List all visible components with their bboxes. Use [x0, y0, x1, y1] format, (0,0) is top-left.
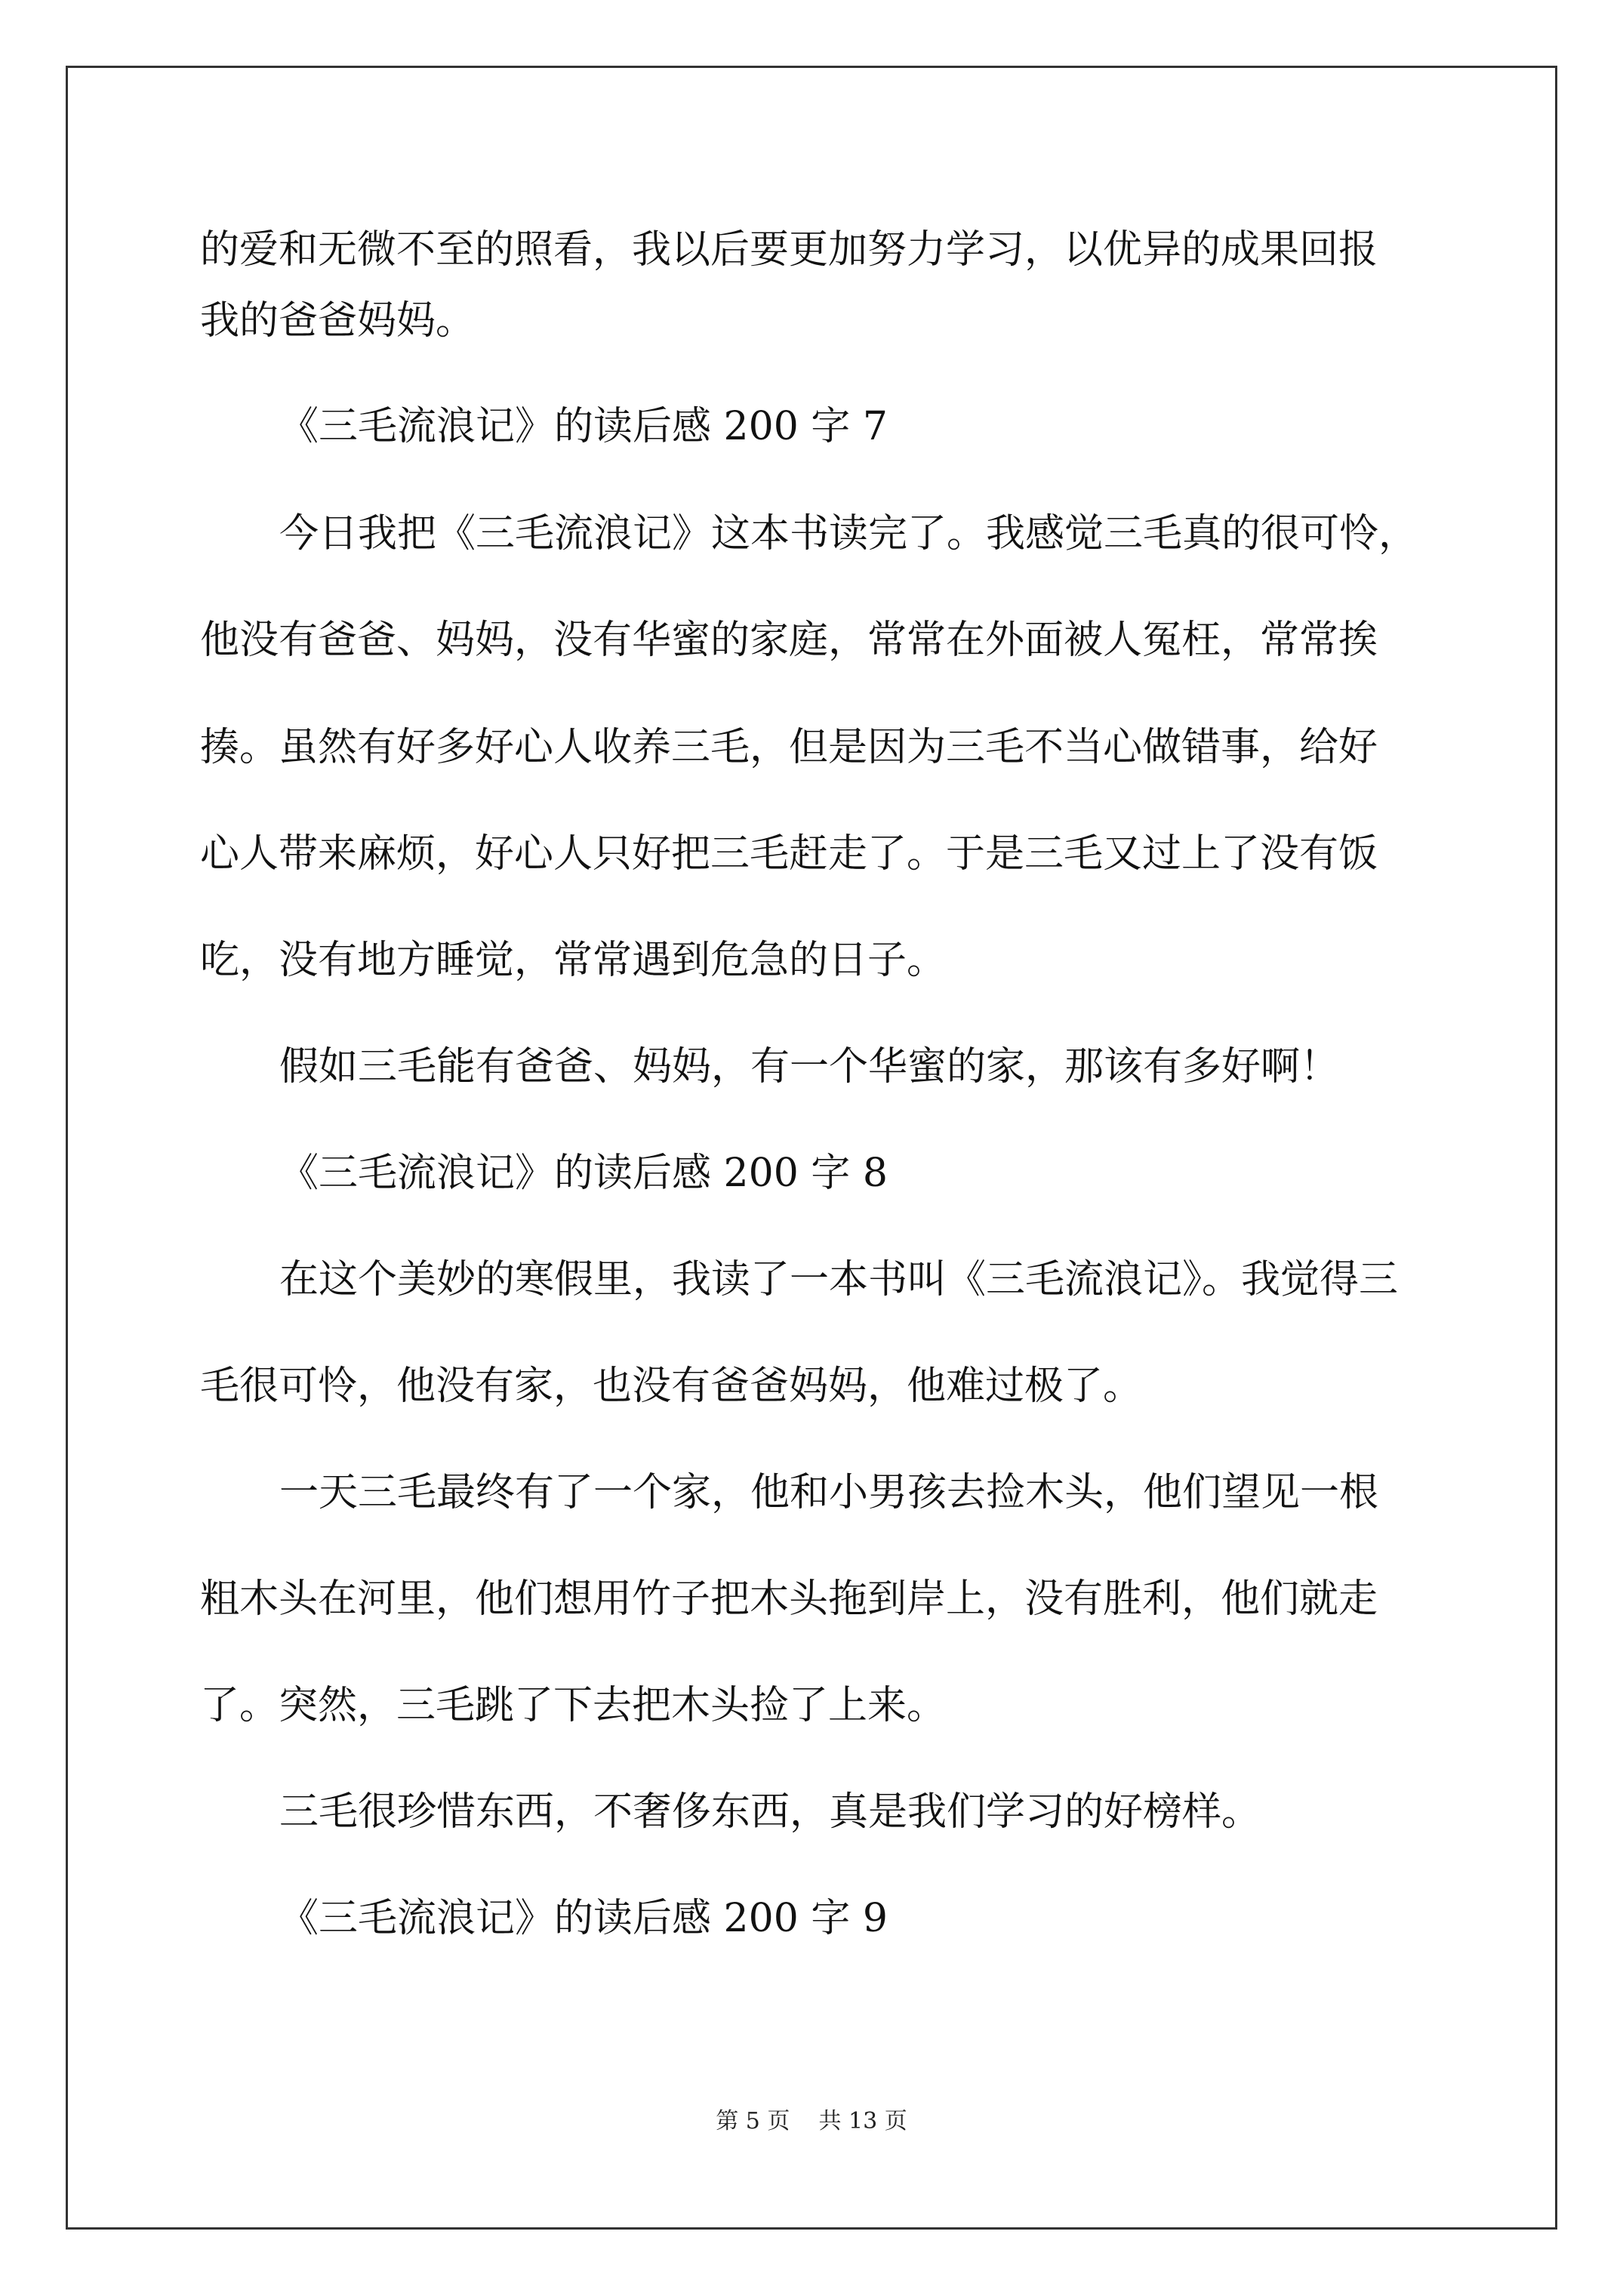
section-heading: 《三毛流浪记》的读后感 200 字 8: [279, 1151, 888, 1196]
paragraph-line: 吃，没有地方睡觉，常常遇到危急的日子。: [200, 938, 947, 983]
paragraph-line: 的爱和无微不至的照看，我以后要更加努力学习，以优异的成果回报: [200, 227, 1378, 273]
paragraph-line: 我的爸爸妈妈。: [200, 298, 476, 344]
paragraph-line: 揍。虽然有好多好心人收养三毛，但是因为三毛不当心做错事，给好: [200, 725, 1378, 770]
paragraph-line: 他没有爸爸、妈妈，没有华蜜的家庭，常常在外面被人冤枉，常常挨: [200, 618, 1378, 663]
paragraph-line: 心人带来麻烦，好心人只好把三毛赶走了。于是三毛又过上了没有饭: [200, 831, 1378, 877]
paragraph-line: 三毛很珍惜东西，不奢侈东西，真是我们学习的好榜样。: [279, 1789, 1261, 1835]
section-heading: 《三毛流浪记》的读后感 200 字 7: [279, 404, 888, 449]
paragraph-line: 了。突然，三毛跳了下去把木头捡了上来。: [200, 1683, 947, 1728]
paragraph-line: 在这个美妙的寒假里，我读了一本书叫《三毛流浪记》。我觉得三: [279, 1257, 1399, 1302]
page-number: 第 5 页 共 13 页: [716, 2108, 907, 2134]
section-heading: 《三毛流浪记》的读后感 200 字 9: [279, 1896, 888, 1941]
paragraph-line: 粗木头在河里，他们想用竹子把木头拖到岸上，没有胜利，他们就走: [200, 1576, 1378, 1622]
paragraph-line: 毛很可怜，他没有家，也没有爸爸妈妈，他难过极了。: [200, 1364, 1143, 1409]
paragraph-line: 一天三毛最终有了一个家，他和小男孩去捡木头，他们望见一根: [279, 1470, 1379, 1515]
paragraph-line: 今日我把《三毛流浪记》这本书读完了。我感觉三毛真的很可怜，: [279, 511, 1418, 556]
paragraph-line: 假如三毛能有爸爸、妈妈，有一个华蜜的家，那该有多好啊！: [279, 1044, 1340, 1089]
